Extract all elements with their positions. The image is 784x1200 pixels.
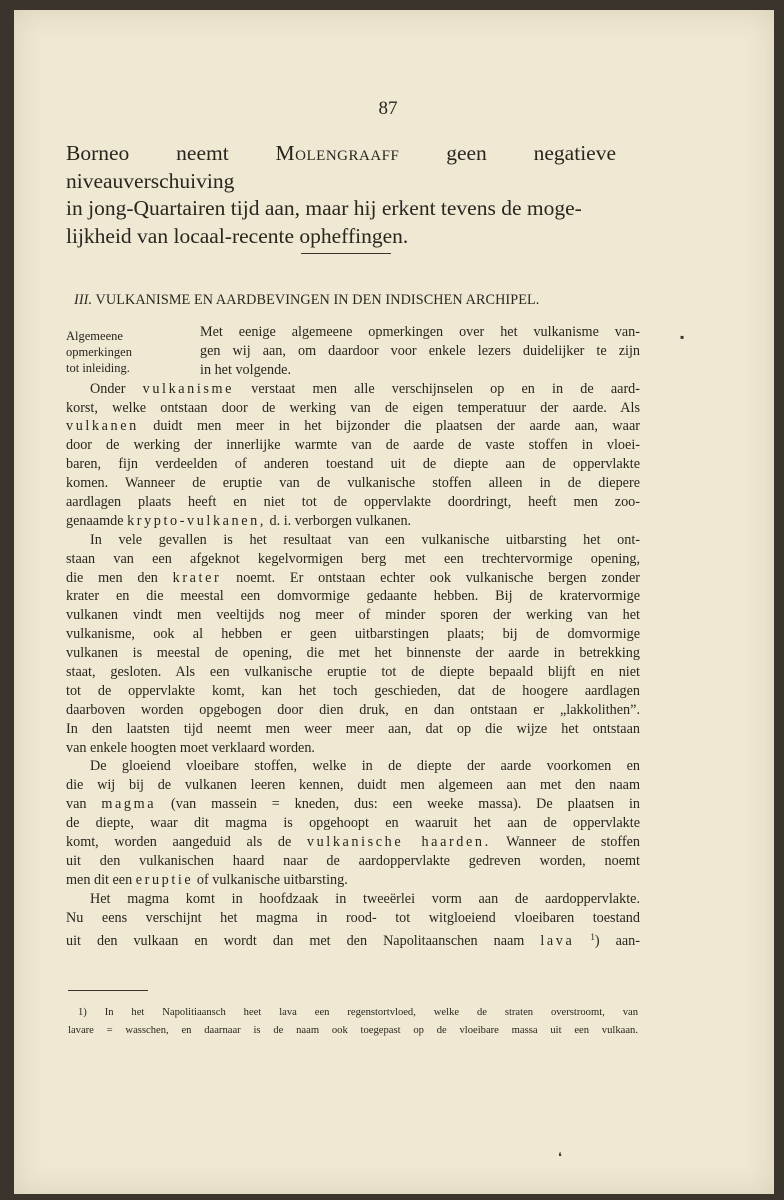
body-line: door de werking der innerlijke warmte van de aarde de vaste stoffen in vloei-	[66, 437, 640, 454]
body-line: korst, welke ontstaan door de werking van de eigen temperatuur der aarde. Als	[66, 399, 640, 416]
body-line: komen. Wanneer de eruptie van de vulkanische stoffen alleen in de diepere	[66, 475, 640, 492]
body-line: daarboven worden opgebogen door dien druk, en dan ontstaan er „lakkolithen”.	[66, 701, 640, 718]
intro-line-1	[66, 140, 616, 195]
body-line: aardlagen plaats heeft en niet tot de oppervlakte doordringt, heeft men zoo-	[66, 494, 640, 511]
section-title: VULKANISME EN AARDBEVINGEN IN DEN INDISCHEN ARCHIPEL.	[95, 292, 540, 308]
body-line: In den laatsten tijd neemt men weer meer aan, dat op die wijze het ontstaan	[66, 720, 640, 737]
footnote-reference: 1	[590, 931, 595, 942]
section-heading	[74, 292, 634, 309]
margin-note-line: tot inleiding.	[66, 361, 130, 375]
footnote	[68, 1004, 638, 1040]
body-line: vulkanisme, ook al hebben er geen uitbarstingen plaats; bij de domvormige	[66, 626, 640, 643]
body-line: in het volgende.	[200, 361, 292, 378]
body-line: De gloeiend vloeibare stoffen, welke in de diepte der aarde voorkomen en	[90, 758, 640, 775]
body-line: de diepte, waar dit magma is opgehoopt en waaruit het aan de oppervlakte	[66, 815, 640, 832]
body-line: van magma (van massein = kneden, dus: een weeke massa). De plaatsen in	[66, 796, 640, 813]
intro-paragraph	[66, 140, 616, 250]
body-line: uit den vulkanischen haard naar de aardoppervlakte gedreven worden, noemt	[66, 852, 640, 869]
body-line: tot de oppervlakte komt, kan het toch geschieden, dat de hoogere aardlagen	[66, 682, 640, 699]
margin-dot-mark: ▪	[680, 330, 685, 344]
body-line: staan van een afgeknot kegelvormigen berg met een trechtervormige opening,	[66, 550, 640, 567]
body-line: Nu eens verschijnt het magma in rood- tot witgloeiend vloeibaren toestand	[66, 909, 640, 926]
section-divider	[301, 253, 391, 254]
body-text	[66, 323, 641, 949]
body-line: gen wij aan, om daardoor voor enkele lezers duidelijker te zijn	[200, 342, 640, 359]
spaced-term: vulkanisme	[142, 380, 235, 397]
section-number: III.	[74, 292, 93, 308]
body-line: staat, gesloten. Als een vulkanische eruptie tot de diepte bepaald blijft en niet	[66, 664, 640, 681]
intro-text: Borneo neemt	[66, 141, 276, 165]
body-line: Met eenige algemeene opmerkingen over het vulkanisme van-	[200, 324, 640, 340]
footnote-line: lavare = wasschen, en daarnaar is de naam ook toegepast op de vloeibare massa uit een vulkaan.	[68, 1025, 638, 1036]
body-line: vulkanen duidt men meer in het bijzonder die plaatsen der aarde aan, waar	[66, 418, 640, 435]
intro-line-2: in jong-Quartairen tijd aan, maar hij erkent tevens de moge-	[66, 196, 582, 220]
spaced-term: vulkanische haarden.	[306, 834, 491, 851]
margin-tick-mark: ❛	[558, 1150, 562, 1164]
footnote-line: 1) In het Napolitiaansch heet lava een regenstortvloed, welke de straten overstroomt, van	[78, 1007, 638, 1018]
body-line: die men den krater noemt. Er ontstaan echter ook vulkanische bergen zonder	[66, 569, 641, 586]
body-line: die wij bij de vulkanen leeren kennen, duidt men algemeen aan met den naam	[66, 777, 640, 794]
book-page	[14, 10, 774, 1194]
intro-line-3: lijkheid van locaal-recente opheffingen.	[66, 223, 409, 248]
body-line: Onder vulkanisme verstaat men alle verschijnselen op en in de aard-	[90, 380, 640, 397]
body-line: krater en die meestal een domvormige gedaante hebben. Bij de kratervormige	[66, 588, 640, 605]
body-line: genaamde krypto-vulkanen, d. i. verborgen vulkanen.	[66, 512, 412, 529]
spaced-term: vulkanen	[66, 418, 139, 435]
margin-note-line: Algemeene	[66, 329, 123, 343]
body-line: uit den vulkaan en wordt dan met den Napolitaanschen naam lava $^1$) aan-	[66, 931, 640, 949]
footnote-divider	[68, 990, 148, 991]
spaced-term: krypto-vulkanen,	[127, 512, 266, 529]
body-line: In vele gevallen is het resultaat van een vulkanische uitbarsting het ont-	[90, 531, 640, 548]
author-name: Molengraaff	[275, 141, 400, 165]
body-line: komt, worden aangeduid als de vulkanische haarden. Wanneer de stoffen	[66, 834, 640, 851]
body-line: van enkele hoogten moet verklaard worden.	[66, 739, 315, 756]
body-line: Het magma komt in hoofdzaak in tweeërlei vorm aan de aardoppervlakte.	[90, 890, 640, 907]
page-number: 87	[378, 98, 398, 119]
body-line: baren, fijn verdeelden of anderen toestand uit de diepte aan de oppervlakte	[66, 456, 640, 473]
intro-text: geen negatieve niveauverschuiving	[66, 141, 617, 193]
body-line: men dit een eruptie of vulkanische uitbarsting.	[66, 871, 348, 888]
spaced-term: lava	[540, 932, 575, 949]
body-line: vulkanen is meestal de opening, die met het binnenste der aarde in betrekking	[66, 645, 640, 662]
spaced-term: magma	[101, 796, 157, 813]
body-line: vulkanen vindt men veeltijds nog meer of minder sporen der werking van het	[66, 607, 640, 624]
spaced-term: eruptie	[135, 871, 194, 888]
margin-note-line: opmerkingen	[66, 345, 132, 359]
spaced-term: krater	[172, 569, 222, 586]
